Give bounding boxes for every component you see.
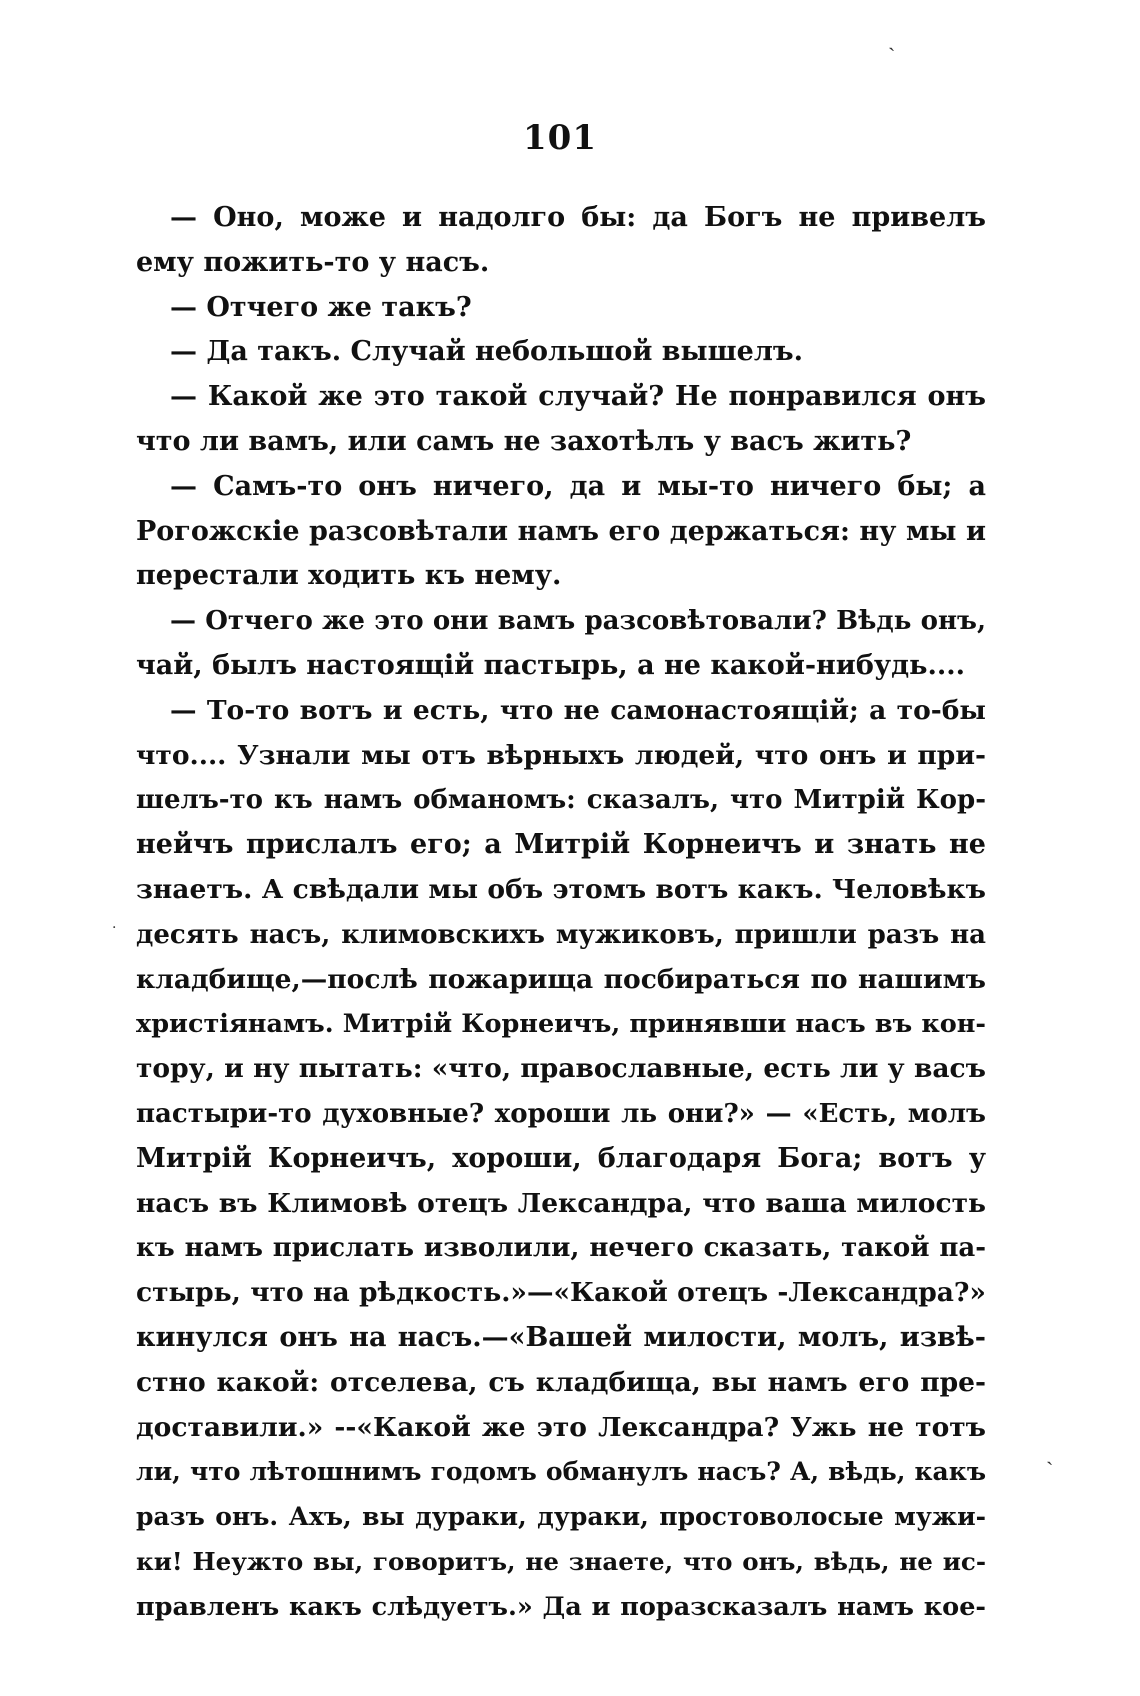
text-line: что ли вамъ, или самъ не захотѣлъ у васъ жить?: [136, 425, 912, 457]
text-line: знаетъ. А свѣдали мы объ этомъ вотъ какъ. Человѣкъ: [136, 873, 986, 905]
text-line: ли, что лѣтошнимъ годомъ обманулъ насъ? А, вѣдь, какъ: [136, 1457, 986, 1487]
ink-speck: ·: [112, 920, 117, 936]
text-line: — Оно, може и надолго бы: да Богъ не привелъ: [170, 202, 986, 233]
text-line: стно какой: отселева, съ кладбища, вы намъ его пре-: [136, 1366, 986, 1398]
text-line: — То-то вотъ и есть, что не самонастоящій; а то-бы: [170, 694, 986, 726]
ink-speck: ˏ: [1046, 1441, 1054, 1466]
text-line: перестали ходить къ нему.: [136, 560, 562, 592]
text-line: христіянамъ. Митрій Корнеичъ, принявши насъ въ кон-: [136, 1009, 986, 1040]
text-line: — Отчего же такъ?: [170, 291, 472, 323]
text-line: — Какой же это такой случай? Не понравился онъ: [170, 381, 986, 413]
text-line: Митрій Корнеичъ, хороши, благодаря Бога; вотъ у: [136, 1142, 986, 1174]
text-line: кинулся онъ на насъ.—«Вашей милости, молъ, извѣ-: [136, 1321, 986, 1353]
text-line: тору, и ну пытать: «что, православные, есть ли у васъ: [136, 1053, 986, 1085]
text-line: къ намъ прислать изволили, нечего сказать, такой па-: [136, 1233, 986, 1264]
page-number: 101: [523, 118, 597, 158]
text-line: что.... Узнали мы отъ вѣрныхъ людей, что онъ и при-: [136, 739, 986, 771]
text-line: — Отчего же это они вамъ разсовѣтовали? Вѣдь онъ,: [170, 606, 986, 637]
text-line: кладбище,—послѣ пожарища посбираться по нашимъ: [136, 963, 986, 995]
text-line: ки! Неужто вы, говоритъ, не знаете, что онъ, вѣдь, не ис-: [136, 1546, 986, 1576]
text-line: разъ онъ. Ахъ, вы дураки, дураки, простоволосые мужи-: [136, 1502, 986, 1532]
text-line: — Самъ-то онъ ничего, да и мы-то ничего бы; а: [170, 470, 986, 502]
ink-speck: ˏ: [888, 27, 896, 52]
text-line: нейчъ прислалъ его; а Митрій Корнеичъ и знать не: [136, 829, 986, 861]
text-line: ему пожить-то у насъ.: [136, 246, 490, 278]
text-line: доставили.» --«Какой же это Лександра? Ужь не тотъ: [136, 1411, 986, 1443]
text-line: чай, былъ настоящій пастырь, а не какой-нибудь....: [136, 649, 966, 681]
text-line: — Да такъ. Случай небольшой вышелъ.: [170, 336, 803, 368]
text-line: насъ въ Климовѣ отецъ Лександра, что ваша милость: [136, 1187, 986, 1219]
text-line: шелъ-то къ намъ обманомъ: сказалъ, что Митрій Кор-: [136, 785, 986, 816]
body-text: [136, 196, 986, 1630]
text-line: правленъ какъ слѣдуетъ.» Да и поразсказалъ намъ кое-: [136, 1591, 986, 1622]
text-line: пастыри-то духовные? хороши ль они?» — «Есть, молъ: [136, 1098, 986, 1129]
text-line: десять насъ, климовскихъ мужиковъ, пришли разъ на: [136, 919, 986, 950]
text-line: Рогожскіе разсовѣтали намъ его держаться: ну мы и: [136, 515, 986, 547]
text-line: стырь, что на рѣдкость.»—«Какой отецъ -Лександра?»: [136, 1277, 986, 1309]
